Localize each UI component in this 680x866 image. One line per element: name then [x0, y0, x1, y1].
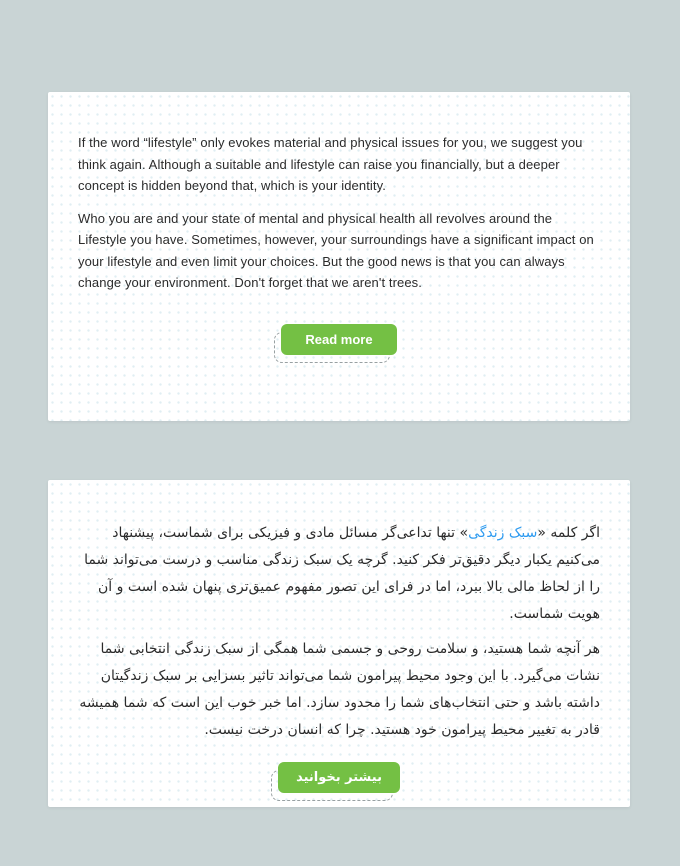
persian-paragraph-1-suffix: » تنها تداعی‌گر مسائل مادی و فیزیکی برای شماست، پیشنهاد می‌کنیم یکبار دیگر دقیق‌تر فکر کنید. گرچه یک سبک زندگی مناسب و درست می‌تواند شما را از لحاظ مالی بالا ببرد، اما در فرای این تصور مفهوم عمیق‌تری پنهان شده است و آن هویت شماست.	[84, 525, 600, 622]
lifestyle-link[interactable]: سبک زندگی	[468, 525, 538, 541]
persian-paragraph-1	[78, 520, 600, 628]
persian-paragraph-2: هر آنچه شما هستید، و سلامت روحی و جسمی شما همگی از سبک زندگی انتخابی شما نشات می‌گیرد. با این وجود محیط پیرامون شما می‌تواند تاثیر بسزایی بر سبک زندگیتان داشته باشد و حتی انتخاب‌های شما را محدود سازد. اما خبر خوب این است که شما همیشه قادر به تغییر محیط پیرامون خود هستید. چرا که انسان درخت نیست.	[79, 641, 600, 738]
english-paragraph-2: Who you are and your state of mental and physical health all revolves around the Lifestyle you have. Sometimes, however, your surroundings have a significant impact on your lifestyle and even limit your choices. But the good news is that you can always change your environment. Don't forget that we aren't trees.	[78, 210, 594, 290]
read-more-button[interactable]: Read more	[281, 324, 396, 355]
read-more-button-wrapper	[281, 324, 396, 355]
english-paragraph-1: If the word “lifestyle” only evokes material and physical issues for you, we suggest you think again. Although a suitable and lifestyle can raise you financially, but a deeper concept is hidden beyond that, which is your identity.	[78, 135, 583, 193]
read-more-fa-button[interactable]: بیشتر بخوانید	[278, 762, 400, 793]
persian-paragraph-1-prefix: اگر کلمه «	[537, 525, 600, 541]
read-more-fa-button-wrapper	[278, 762, 400, 793]
persian-article-card	[48, 480, 630, 807]
english-article-card	[48, 92, 630, 421]
